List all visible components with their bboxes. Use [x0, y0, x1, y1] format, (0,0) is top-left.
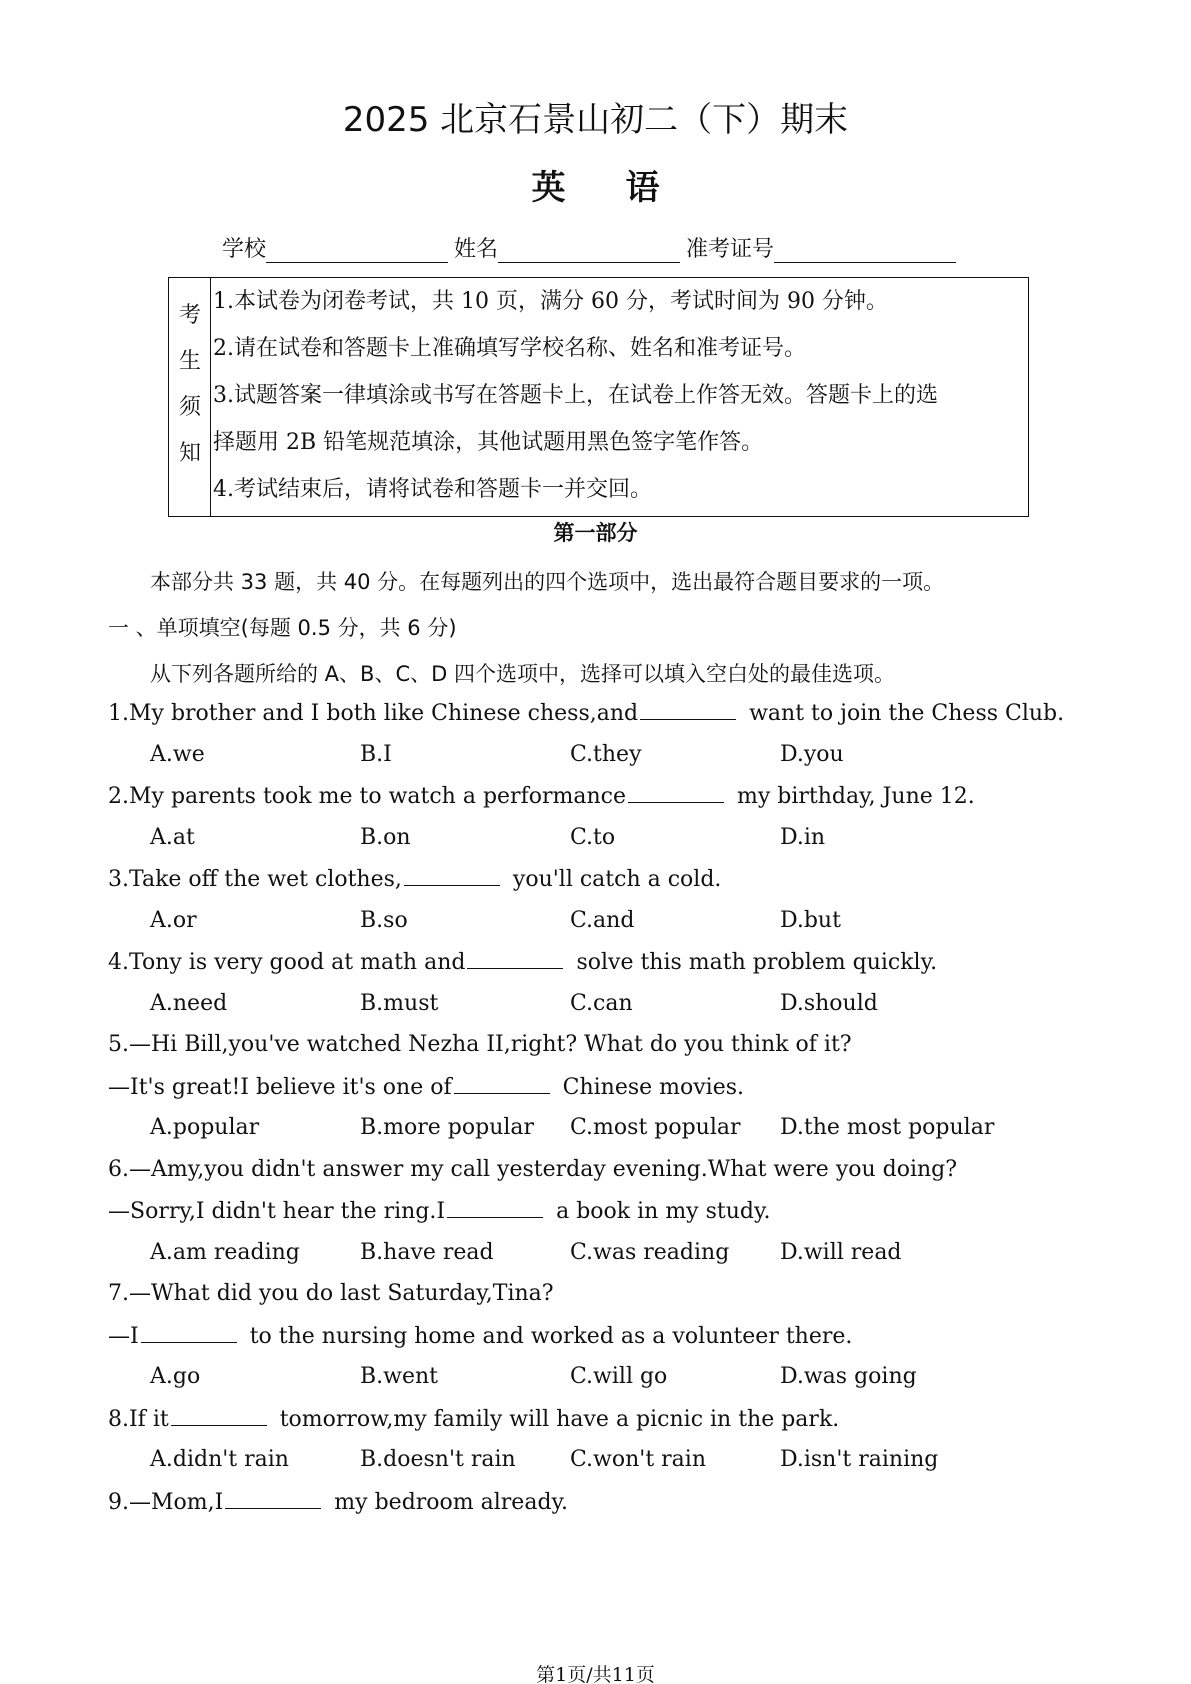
question-text: a book in my study.: [549, 1199, 771, 1224]
answer-option: C.can: [570, 990, 633, 1016]
exam-notice-box: [168, 277, 1029, 517]
answer-option: C.to: [570, 824, 616, 850]
answer-option: B.so: [360, 907, 408, 933]
notice-label: [169, 278, 211, 516]
name-field: [454, 232, 680, 263]
question-text: 8.If it: [108, 1406, 169, 1432]
student-info-line: [222, 232, 962, 263]
answer-option: B.more popular: [360, 1115, 535, 1140]
notice-label-char: 生: [178, 349, 201, 374]
question-line: [108, 1032, 852, 1057]
question-text: 5.—Hi Bill,you've watched Nezha II,right? What do you think of it?: [108, 1032, 852, 1057]
school-field: [222, 232, 448, 263]
answer-option: A.am reading: [150, 1239, 300, 1265]
answer-option: B.must: [360, 990, 439, 1016]
answer-option: D.will read: [780, 1239, 902, 1265]
answer-option: B.have read: [360, 1239, 494, 1265]
question-line: [108, 700, 1064, 726]
answer-option: D.the most popular: [780, 1115, 995, 1140]
part-instruction: 从下列各题所给的 A、B、C、D 四个选项中，选择可以填入空白处的最佳选项。: [150, 662, 895, 686]
question-line: [108, 783, 975, 809]
question-text: —It's great!I believe it's one of: [108, 1074, 452, 1100]
question-text: 2.My parents took me to watch a performance: [108, 784, 626, 809]
answer-option: D.in: [780, 824, 826, 850]
question-text: solve this math problem quickly.: [569, 950, 938, 975]
answer-blank: [171, 1406, 267, 1426]
answer-option: C.was reading: [570, 1239, 730, 1265]
answer-option: D.was going: [780, 1364, 917, 1389]
question-text: my birthday, June 12.: [729, 784, 975, 809]
options-row: [150, 991, 990, 1021]
school-label: 学校: [222, 237, 267, 262]
subject-title: 英语: [531, 168, 720, 208]
answer-blank: [447, 1198, 543, 1218]
question-text: Chinese movies.: [555, 1074, 745, 1100]
exam-id-blank[interactable]: [774, 239, 956, 263]
answer-option: A.popular: [150, 1115, 260, 1140]
answer-option: A.we: [150, 741, 205, 767]
question-line: [108, 1074, 744, 1100]
answer-option: A.at: [150, 824, 195, 850]
page-title: 2025 北京石景山初二（下）期末: [342, 100, 849, 140]
notice-label-char: 知: [178, 441, 201, 466]
question-line: [108, 1323, 852, 1349]
answer-option: A.didn't rain: [150, 1447, 289, 1472]
notice-line: 择题用 2B 铅笔规范填涂，其他试题用黑色签字笔作答。: [213, 430, 764, 455]
question-text: my bedroom already.: [327, 1489, 569, 1515]
answer-option: C.most popular: [570, 1115, 741, 1140]
question-text: 1.My brother and I both like Chinese chess,and: [108, 701, 639, 726]
answer-blank: [454, 1074, 550, 1094]
answer-blank: [225, 1489, 321, 1509]
question-line: [108, 1198, 771, 1224]
question-line: [108, 866, 721, 892]
answer-option: C.and: [570, 907, 635, 933]
question-line: [108, 1281, 554, 1306]
name-label: 姓名: [454, 237, 499, 262]
notice-line: 1.本试卷为闭卷考试，共 10 页，满分 60 分，考试时间为 90 分钟。: [213, 289, 888, 314]
question-line: [108, 949, 937, 975]
answer-option: D.but: [780, 907, 841, 933]
school-blank[interactable]: [266, 239, 448, 263]
answer-option: B.on: [360, 824, 411, 850]
question-text: —Sorry,I didn't hear the ring.I: [108, 1199, 446, 1224]
answer-option: D.should: [780, 990, 878, 1016]
answer-option: A.go: [150, 1364, 201, 1389]
notice-text: [213, 278, 1028, 513]
question-text: tomorrow,my family will have a picnic in the park.: [272, 1406, 840, 1432]
question-line: [108, 1489, 568, 1515]
question-text: to the nursing home and worked as a volunteer there.: [242, 1323, 853, 1349]
options-row: [150, 1115, 995, 1145]
question-text: 4.Tony is very good at math and: [108, 950, 466, 975]
options-row: [150, 1447, 990, 1477]
answer-blank: [640, 700, 736, 720]
section-title: 第一部分: [553, 521, 638, 545]
answer-option: B.went: [360, 1364, 439, 1389]
question-text: 9.—Mom,I: [108, 1489, 224, 1515]
answer-option: A.or: [150, 907, 197, 933]
answer-option: C.will go: [570, 1364, 668, 1389]
question-text: 7.—What did you do last Saturday,Tina?: [108, 1281, 554, 1306]
part-heading: 一 、单项填空(每题 0.5 分，共 6 分): [108, 616, 457, 640]
exam-id-field: [686, 232, 956, 263]
question-text: you'll catch a cold.: [505, 867, 722, 892]
answer-blank: [628, 783, 724, 803]
answer-option: B.I: [360, 741, 392, 767]
notice-line: 3.试题答案一律填涂或书写在答题卡上，在试卷上作答无效。答题卡上的选: [213, 383, 938, 408]
question-line: [108, 1157, 957, 1182]
options-row: [150, 908, 990, 938]
answer-option: C.they: [570, 741, 642, 767]
answer-option: C.won't rain: [570, 1447, 707, 1472]
question-text: 3.Take off the wet clothes,: [108, 867, 402, 892]
notice-label-char: 考: [178, 303, 201, 328]
question-text: —I: [108, 1323, 139, 1349]
notice-line: 4.考试结束后，请将试卷和答题卡一并交回。: [213, 477, 652, 502]
notice-label-char: 须: [178, 395, 201, 420]
options-row: [150, 742, 990, 772]
answer-blank: [467, 949, 563, 969]
answer-blank: [141, 1323, 237, 1343]
answer-option: B.doesn't rain: [360, 1447, 516, 1472]
options-row: [150, 1364, 990, 1394]
answer-option: D.isn't raining: [780, 1447, 939, 1472]
answer-option: A.need: [150, 990, 228, 1016]
options-row: [150, 825, 990, 855]
notice-line: 2.请在试卷和答题卡上准确填写学校名称、姓名和准考证号。: [213, 336, 806, 361]
exam-id-label: 准考证号: [686, 237, 775, 262]
answer-option: D.you: [780, 741, 844, 767]
answer-blank: [404, 866, 500, 886]
question-text: want to join the Chess Club.: [742, 701, 1065, 726]
section-intro: 本部分共 33 题，共 40 分。在每题列出的四个选项中，选出最符合题目要求的一项。: [150, 570, 945, 594]
name-blank[interactable]: [498, 239, 680, 263]
question-line: [108, 1406, 839, 1432]
question-text: 6.—Amy,you didn't answer my call yesterday evening.What were you doing?: [108, 1156, 958, 1182]
options-row: [150, 1240, 990, 1270]
page-footer: 第1页/共11页: [536, 1664, 655, 1684]
